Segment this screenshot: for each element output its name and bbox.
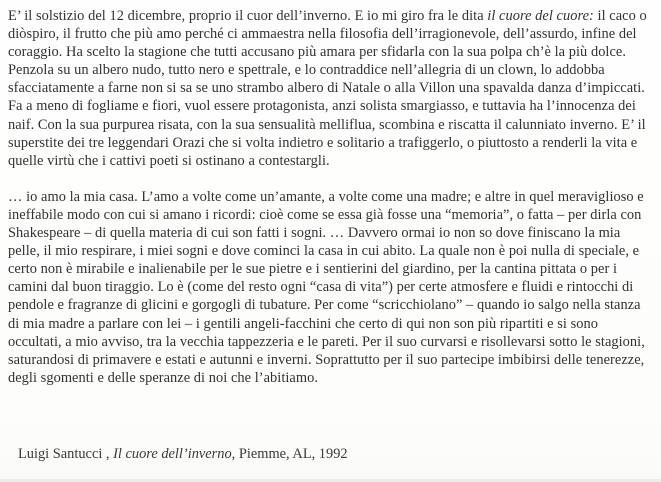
paragraph-1-italic-phrase: il cuore del cuore: bbox=[487, 8, 594, 24]
citation-book-title: Il cuore dell’inverno bbox=[113, 446, 232, 462]
paragraph-1-text-rest: il caco o diòspiro, il frutto che più amo perché ci ammaestra nella filosofia dell’irragionevole, dell’assurdo, infine del coraggio. Ha scelto la stagione che tutti accusano più amara per sfidarla con la sua polpa ch’è la più dolce. Penzola su un albero nudo, tutto nero e spettrale, e lo contraddice nell’allegria di un clown, lo addobba sfacciatamente a farne non si sa se uno strambo albero di Natale o alla Villon una spavalda danza d’impiccati. Fa a meno di fogliame e fiori, vuol essere protagonista, anzi solista smargiasso, e tuttavia ha l’innocenza dei naif. Con la sua purpurea risata, con la sua sensualità melliflua, scombina e riscatta il calunniato inverno. E’ il superstite dei tre leggendari Orazi che si volta indietro e solitario a trafiggerlo, o piuttosto a renderli la vita e quelle virtù che i cattivi poeti si ostinano a contestargli. bbox=[8, 8, 647, 169]
paragraph-2 bbox=[8, 188, 655, 387]
citation-author: Luigi Santucci , bbox=[18, 446, 114, 462]
paragraph-2-text: … io amo la mia casa. L’amo a volte come un’amante, a volte come una madre; e altre in quel meraviglioso e ineffabile modo con cui si amano i ricordi: cioè come se essa già fosse una “memoria”, o fatta – per dirla con Shakespeare – di quella materia di cui son fatti i sogni. … Davvero ormai io non so dove finiscano la mia pelle, il mio respirare, i miei sogni e dove cominci la casa in cui abito. La quale non è poi nulla di speciale, e certo non è mirabile e inalienabile per le sue pietre e i sentierini del giardino, per la cantina pittata o per i camini dal buon tiraggio. Lo è (come del resto ogni “casa di vita”) per certe atmosfere e fluidi e rintocchi di pendole e fragranze di glicini e gorgogli di tubature. Per come “scricchiolano” – quando io salgo nella stanza di mia madre a parlare con lei – i gentili angeli-facchini che certo di qui non son più ripartiti e si sono occultati, a mio avviso, tra la vecchia tappezzeria e le pareti. Per il suo curvarsi e risollevarsi sotto le stagioni, saturandosi di primavere e estati e autunni e inverni. Soprattutto per il suo partecipe imbibirsi delle tenerezze, degli sgomenti e delle speranze di noi che l’abitiamo. bbox=[8, 188, 645, 386]
citation-line bbox=[18, 445, 348, 463]
citation-publisher-year: , Piemme, AL, 1992 bbox=[231, 446, 348, 462]
paragraph-1-text-start: E’ il solstizio del 12 dicembre, proprio il cuor dell’inverno. E io mi giro fra le dita bbox=[8, 8, 488, 24]
paragraph-1 bbox=[8, 7, 655, 170]
